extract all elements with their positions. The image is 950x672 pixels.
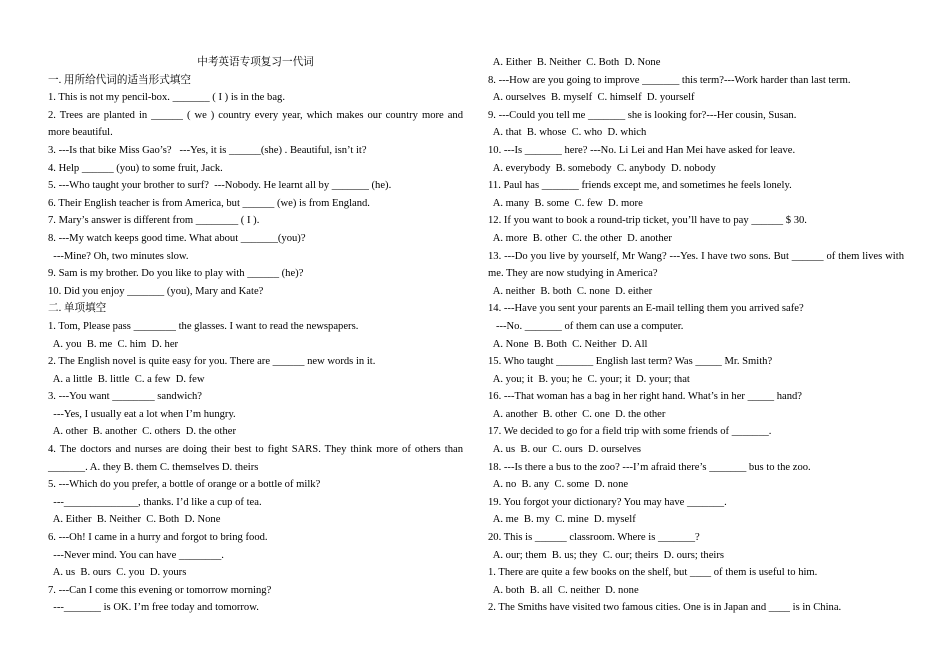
text-line: 二. 单项填空 <box>48 303 107 315</box>
text-line: 4. The doctors and nurses are doing their best to fight SARS. They think more of others than _______. A. they B. them C. themselves D. theirs <box>48 444 463 473</box>
text-line: A. other B. another C. others D. the other <box>48 426 237 438</box>
text-line: 12. If you want to book a round-trip ticket, you’ll have to pay ______ $ 30. <box>488 215 807 227</box>
text-line: A. ourselves B. myself C. himself D. yourself <box>488 92 695 104</box>
text-line: 9. Sam is my brother. Do you like to play with ______ (he)? <box>48 268 304 280</box>
text-line: 9. ---Could you tell me _______ she is looking for?---Her cousin, Susan. <box>488 109 797 121</box>
text-line: 16. ---That woman has a bag in her right hand. What’s in her _____ hand? <box>488 391 802 403</box>
text-line: A. both B. all C. neither D. none <box>488 584 639 596</box>
text-line: A. many B. some C. few D. more <box>488 197 643 209</box>
text-line: 2. The English novel is quite easy for you. There are ______ new words in it. <box>48 356 376 368</box>
text-line: A. more B. other C. the other D. another <box>488 232 672 244</box>
text-line: A. our; them B. us; they C. our; theirs D. ours; theirs <box>488 549 724 561</box>
text-line: A. you B. me C. him D. her <box>48 338 179 350</box>
text-line: 8. ---My watch keeps good time. What about _______(you)? <box>48 232 306 244</box>
text-line: 19. You forgot your dictionary? You may have _______. <box>488 496 727 508</box>
text-line: ---Mine? Oh, two minutes slow. <box>48 250 189 262</box>
text-line: 20. This is ______ classroom. Where is _______? <box>488 532 700 544</box>
text-line: 5. ---Who taught your brother to surf? ---Nobody. He learnt all by _______ (he). <box>48 180 392 192</box>
text-line: ---______________, thanks. I’d like a cup of tea. <box>48 496 262 508</box>
text-line: 18. ---Is there a bus to the zoo? ---I’m afraid there’s _______ bus to the zoo. <box>488 461 811 473</box>
text-line: A. us B. our C. ours D. ourselves <box>488 444 642 456</box>
text-line: 7. ---Can I come this evening or tomorrow morning? <box>48 584 272 596</box>
text-line: A. us B. ours C. you D. yours <box>48 567 187 579</box>
text-line: 3. ---You want ________ sandwich? <box>48 391 202 403</box>
text-line: 8. ---How are you going to improve _______ this term?---Work harder than last term. <box>488 74 851 86</box>
text-line: 1. There are quite a few books on the shelf, but ____ of them is useful to him. <box>488 567 818 579</box>
text-line: ---Yes, I usually eat a lot when I’m hungry. <box>48 408 236 420</box>
text-line: A. me B. my C. mine D. myself <box>488 514 636 526</box>
text-line: 11. Paul has _______ friends except me, and sometimes he feels lonely. <box>488 180 792 192</box>
page-title: 中考英语专项复习一代词 <box>197 57 314 68</box>
text-line: 5. ---Which do you prefer, a bottle of orange or a bottle of milk? <box>48 479 321 491</box>
text-line: 1. Tom, Please pass ________ the glasses. I want to read the newspapers. <box>48 320 359 332</box>
text-line: 7. Mary’s answer is different from ________ ( I ). <box>48 215 260 227</box>
text-line: 1. This is not my pencil-box. _______ ( I ) is in the bag. <box>48 92 285 104</box>
text-line: A. neither B. both C. none D. either <box>488 285 653 297</box>
text-line: 2. The Smiths have visited two famous cities. One is in Japan and ____ is in China. <box>488 602 842 614</box>
text-line: A. None B. Both C. Neither D. All <box>488 338 648 350</box>
text-line: ---No. _______ of them can use a computer. <box>488 320 684 332</box>
text-line: A. everybody B. somebody C. anybody D. nobody <box>488 162 716 174</box>
left-column <box>48 54 463 617</box>
text-line: A. Either B. Neither C. Both D. None <box>488 57 661 68</box>
text-line: A. that B. whose C. who D. which <box>488 127 647 139</box>
text-line: A. Either B. Neither C. Both D. None <box>48 514 221 526</box>
text-line: 17. We decided to go for a field trip with some friends of _______. <box>488 426 772 438</box>
text-line: A. no B. any C. some D. none <box>488 479 629 491</box>
right-column <box>488 54 904 617</box>
text-line: 14. ---Have you sent your parents an E-mail telling them you arrived safe? <box>488 303 804 315</box>
text-line: 6. ---Oh! I came in a hurry and forgot to bring food. <box>48 532 268 544</box>
text-line: 2. Trees are planted in ______ ( we ) country every year, which makes our country more and more beautiful. <box>48 109 463 139</box>
text-line: A. you; it B. you; he C. your; it D. your; that <box>488 373 690 385</box>
text-line: 4. Help ______ (you) to some fruit, Jack. <box>48 162 223 174</box>
text-line: 3. ---Is that bike Miss Gao’s? ---Yes, it is ______(she) . Beautiful, isn’t it? <box>48 144 367 156</box>
text-line: A. a little B. little C. a few D. few <box>48 373 205 385</box>
text-line: ---_______ is OK. I’m free today and tomorrow. <box>48 602 259 614</box>
text-line: 10. ---Is _______ here? ---No. Li Lei and Han Mei have asked for leave. <box>488 144 796 156</box>
text-line: 10. Did you enjoy _______ (you), Mary and Kate? <box>48 285 264 297</box>
text-line: ---Never mind. You can have ________. <box>48 549 224 561</box>
text-line: 一. 用所给代词的适当形式填空 <box>48 74 192 86</box>
text-line: 6. Their English teacher is from America, but ______ (we) is from England. <box>48 197 370 209</box>
text-line: 15. Who taught _______ English last term? Was _____ Mr. Smith? <box>488 356 773 368</box>
text-line: A. another B. other C. one D. the other <box>488 408 666 420</box>
text-line: 13. ---Do you live by yourself, Mr Wang? ---Yes. I have two sons. But ______ of them lives with me. They are now studying in America? <box>488 250 904 280</box>
